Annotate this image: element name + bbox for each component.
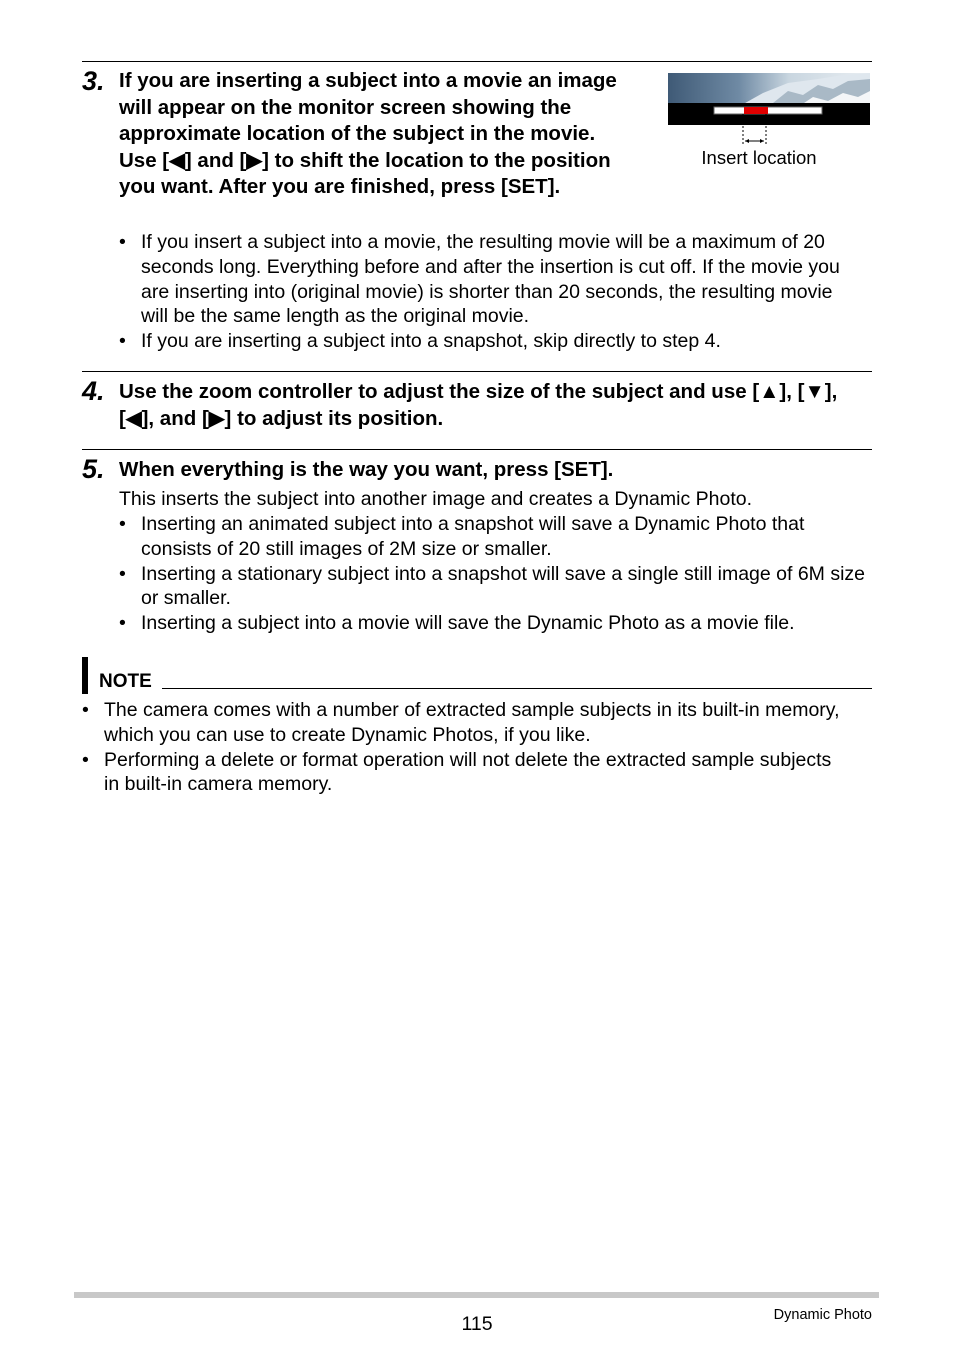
step-3-notes bbox=[119, 230, 857, 354]
list-item: • If you are inserting a subject into a snapshot, skip directly to step 4. bbox=[119, 330, 721, 353]
note-marker bbox=[82, 657, 88, 694]
list-item: • The camera comes with a number of extracted sample subjects in its built-in memory, which you can use to create Dynamic Photos, if you like. bbox=[82, 699, 840, 746]
note-list bbox=[82, 698, 842, 797]
step-3-divider bbox=[82, 61, 872, 62]
list-item: • If you insert a subject into a movie, the resulting movie will be a maximum of 20 seconds long. Everything before and after the insertion is cut off. If the movie you are inserting into (original movie) is shorter than 20 seconds, the resulting movie will be the same length as the original movie. bbox=[119, 231, 840, 328]
note-divider bbox=[162, 688, 872, 689]
list-item: • Inserting an animated subject into a snapshot will save a Dynamic Photo that consists of 20 still images of 2M size or smaller. bbox=[119, 513, 805, 560]
step-5-number: 5. bbox=[82, 454, 105, 484]
footer-bar bbox=[74, 1292, 879, 1298]
page-number: 115 bbox=[461, 1313, 493, 1335]
step-5-title: When everything is the way you want, press [SET]. bbox=[119, 458, 614, 481]
step-5-divider bbox=[82, 449, 872, 450]
step-4-title: Use the zoom controller to adjust the size of the subject and use [▲], [▼], [◀], and [▶] to adjust its position. bbox=[119, 380, 838, 430]
step-5-notes bbox=[119, 512, 871, 636]
note-label: NOTE bbox=[99, 671, 152, 692]
step-4-number: 4. bbox=[82, 376, 105, 406]
step-3-number: 3. bbox=[82, 66, 105, 96]
list-item: • Inserting a subject into a movie will save the Dynamic Photo as a movie file. bbox=[119, 612, 795, 635]
step-3-title: If you are inserting a subject into a movie an image will appear on the monitor screen showing the approximate location of the subject in the movie. Use [◀] and [▶] to shift the location to the position you want. After you are finished, press [SET]. bbox=[119, 69, 617, 198]
insert-location-pointer bbox=[735, 114, 775, 150]
insert-location-caption: Insert location bbox=[701, 147, 817, 168]
list-item: • Performing a delete or format operation will not delete the extracted sample subjects in built-in camera memory. bbox=[82, 748, 832, 796]
list-item: • Inserting a stationary subject into a snapshot will save a single still image of 6M size or smaller. bbox=[119, 562, 866, 610]
insert-marker bbox=[744, 107, 768, 114]
footer-section-title: Dynamic Photo bbox=[773, 1307, 872, 1323]
step-5-intro: This inserts the subject into another image and creates a Dynamic Photo. bbox=[119, 488, 752, 510]
step-4-divider bbox=[82, 371, 872, 372]
